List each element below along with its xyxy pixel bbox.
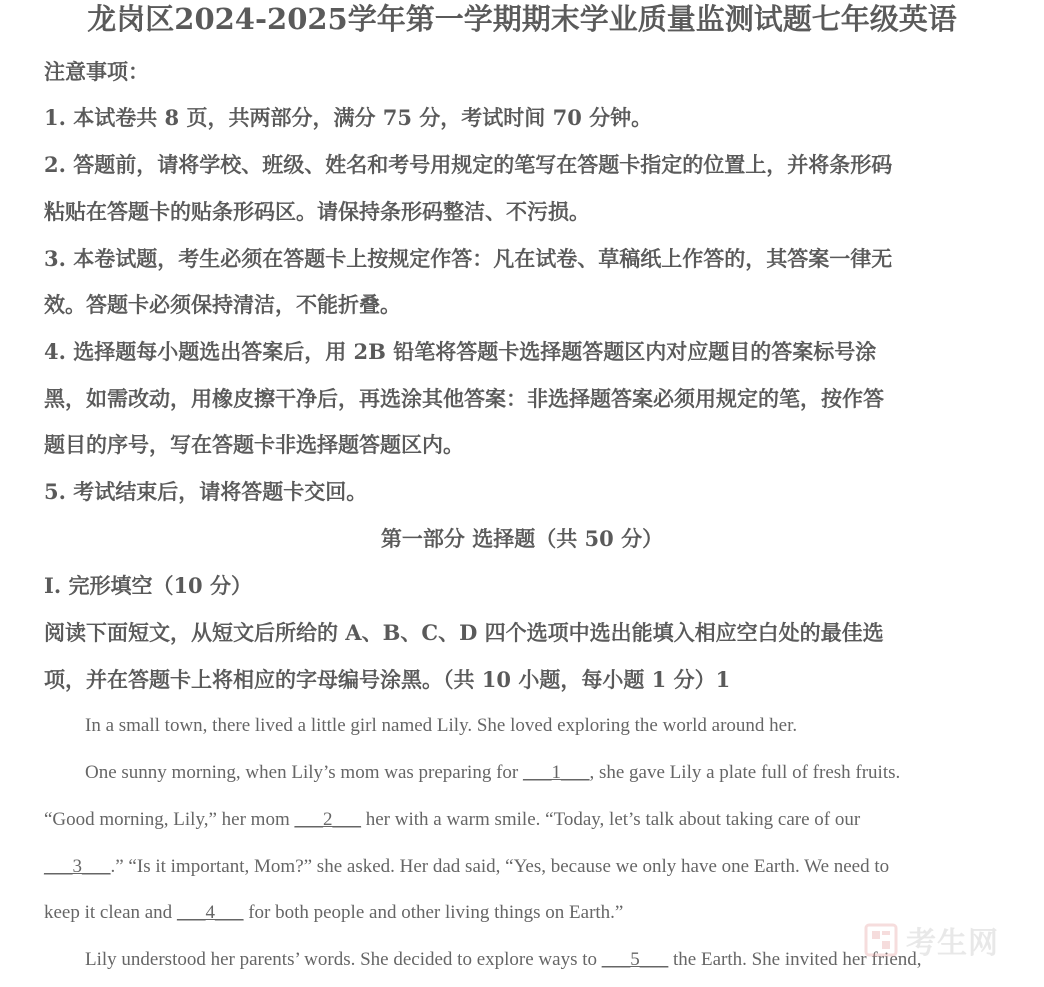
notes-heading: 注意事项： (44, 59, 149, 84)
passage-text: .” “Is it important, Mom?” she asked. Her dad said, “Yes, because we only have one Earth. We need to (110, 856, 890, 877)
passage-text: , she gave Lily a plate full of fresh fruits. (589, 762, 901, 783)
instruction-line-1: 阅读下面短文，从短文后所给的 A、B、C、D 四个选项中选出能填入相应空白处的最佳选 (44, 620, 884, 645)
watermark (862, 920, 1022, 960)
blank-3: ___3___ (44, 856, 111, 877)
passage-text: “Good morning, Lily,” her mom (44, 809, 295, 830)
passage-text: Lily understood her parents’ words. She decided to explore ways to (85, 949, 602, 970)
page-title: 龙岗区2024-2025学年第一学期期末学业质量监测试题七年级英语 (87, 2, 957, 36)
passage-line-6 (85, 946, 922, 974)
passage-text: keep it clean and (44, 902, 177, 923)
blank-1: ___1___ (522, 762, 590, 783)
note-line-9: 5. 考试结束后，请将答题卡交回。 (44, 479, 368, 504)
passage-text: the Earth. She invited her friend, (668, 949, 922, 970)
note-line-6: 4. 选择题每小题选出答案后，用 2B 铅笔将答题卡选择题答题区内对应题目的答案标号涂 (44, 339, 877, 364)
passage-line-3 (44, 806, 860, 834)
note-line-3: 粘贴在答题卡的贴条形码区。请保持条形码整洁、不污损。 (44, 199, 590, 224)
blank-5: ___5___ (601, 949, 669, 970)
instruction-line-2: 项，并在答题卡上将相应的字母编号涂黑。（共 10 小题，每小题 1 分）1 (44, 667, 731, 692)
watermark-text: 考生网 (906, 926, 999, 961)
passage-text: One sunny morning, when Lily’s mom was preparing for (85, 762, 523, 783)
part-heading: 第一部分 选择题（共 50 分） (380, 526, 664, 551)
passage-line-5 (44, 899, 623, 927)
note-line-8: 题目的序号，写在答题卡非选择题答题区内。 (44, 432, 464, 457)
note-line-4: 3. 本卷试题，考生必须在答题卡上按规定作答：凡在试卷、草稿纸上作答的，其答案一律无 (44, 246, 893, 271)
section-heading: I. 完形填空（10 分） (44, 573, 252, 598)
note-line-5: 效。答题卡必须保持清洁，不能折叠。 (44, 292, 401, 317)
blank-2: ___2___ (294, 809, 361, 830)
passage-text: for both people and other living things on Earth.” (243, 902, 624, 923)
passage-text: her with a warm smile. “Today, let’s talk about taking care of our (360, 809, 861, 830)
passage-text: In a small town, there lived a little girl named Lily. She loved exploring the world around her. (85, 715, 798, 736)
note-line-2: 2. 答题前，请将学校、班级、姓名和考号用规定的笔写在答题卡指定的位置上，并将条形码 (44, 152, 893, 177)
passage-line-4 (44, 853, 889, 881)
note-line-1: 1. 本试卷共 8 页，共两部分，满分 75 分，考试时间 70 分钟。 (44, 105, 653, 130)
blank-4: ___4___ (176, 902, 244, 923)
note-line-7: 黑，如需改动，用橡皮擦干净后，再选涂其他答案：非选择题答案必须用规定的笔，按作答 (44, 386, 884, 411)
watermark-logo-icon (862, 921, 900, 959)
passage-line-1 (85, 712, 797, 740)
passage-line-2 (85, 759, 900, 787)
